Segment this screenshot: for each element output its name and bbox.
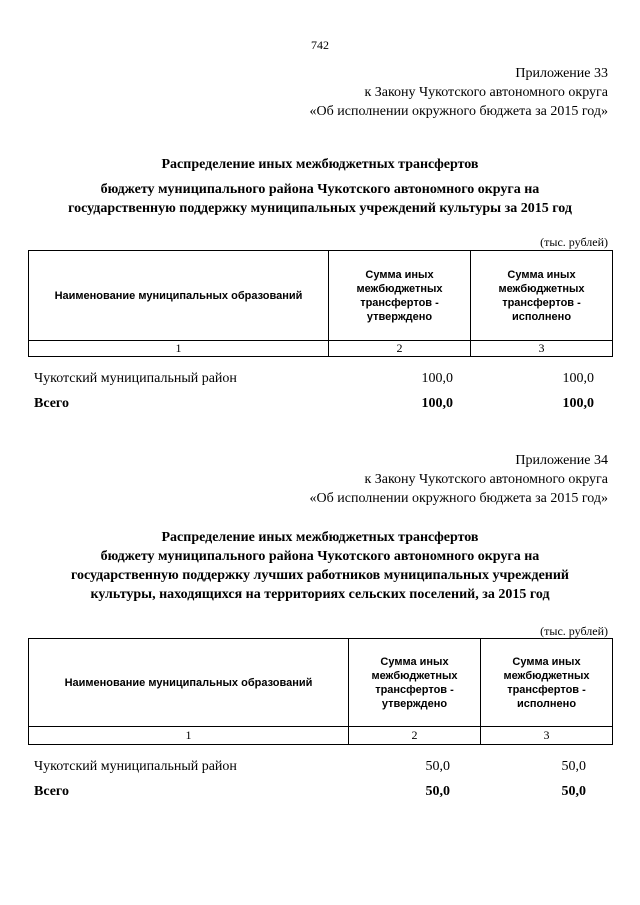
- column-header-executed-line4: исполнено: [516, 697, 577, 710]
- appendix-34-title-line2: бюджету муниципального района Чукотского автономного округа на: [100, 549, 540, 564]
- row-name: Чукотский муниципальный район: [34, 371, 237, 386]
- appendix-33-header: [310, 64, 608, 121]
- column-header-approved: [329, 251, 471, 341]
- column-header-approved-line4: утверждено: [366, 310, 433, 323]
- appendix-33-title: [0, 155, 640, 218]
- column-header-executed-line1: Сумма иных: [512, 655, 581, 668]
- appendix-34-units: (тыс. рублей): [540, 624, 608, 638]
- total-approved-value: 100,0: [421, 396, 453, 411]
- appendix-33-units: (тыс. рублей): [540, 235, 608, 249]
- appendix-33-header-row: [29, 251, 613, 341]
- table-row: [34, 371, 614, 391]
- total-executed-value: 100,0: [562, 396, 594, 411]
- total-approved-value: 50,0: [425, 784, 450, 799]
- column-header-executed-line2: межбюджетных: [498, 282, 585, 295]
- row-approved-value: 50,0: [425, 759, 450, 774]
- column-number-1: 1: [29, 341, 329, 357]
- column-header-executed-line1: Сумма иных: [507, 268, 576, 281]
- column-header-approved-line1: Сумма иных: [380, 655, 449, 668]
- total-label: Всего: [34, 784, 69, 799]
- appendix-33-law-ref: к Закону Чукотского автономного округа: [364, 85, 608, 100]
- appendix-34-title: [0, 528, 640, 604]
- total-label: Всего: [34, 396, 69, 411]
- column-header-name: Наименование муниципальных образований: [29, 251, 329, 341]
- column-number-2: 2: [329, 341, 471, 357]
- appendix-34-law-title: «Об исполнении окружного бюджета за 2015 год»: [309, 491, 608, 506]
- table-row: [34, 759, 614, 779]
- column-header-approved-line4: утверждено: [381, 697, 448, 710]
- row-executed-value: 50,0: [561, 759, 586, 774]
- row-name: Чукотский муниципальный район: [34, 759, 237, 774]
- column-number-1: 1: [29, 727, 349, 745]
- column-header-name: Наименование муниципальных образований: [29, 639, 349, 727]
- total-row: [34, 396, 614, 416]
- appendix-33-number: Приложение 33: [515, 66, 608, 81]
- total-executed-value: 50,0: [561, 784, 586, 799]
- total-row: [34, 784, 614, 804]
- appendix-34-title-line1: Распределение иных межбюджетных трансфертов: [161, 530, 479, 545]
- row-executed-value: 100,0: [562, 371, 594, 386]
- appendix-33-title-line1: Распределение иных межбюджетных трансфертов: [161, 157, 479, 172]
- column-header-executed: [471, 251, 613, 341]
- appendix-34-table: [28, 638, 613, 745]
- page-number: 742: [311, 38, 329, 52]
- appendix-33-title-line2: бюджету муниципального района Чукотского автономного округа на: [100, 182, 540, 197]
- column-number-2: 2: [349, 727, 481, 745]
- column-number-3: 3: [481, 727, 613, 745]
- column-header-approved-line3: трансфертов -: [360, 296, 439, 309]
- appendix-34-header-row: [29, 639, 613, 727]
- column-header-approved-line1: Сумма иных: [365, 268, 434, 281]
- row-approved-value: 100,0: [421, 371, 453, 386]
- column-header-approved: [349, 639, 481, 727]
- appendix-34-title-line4: культуры, находящихся на территориях сельских поселений, за 2015 год: [90, 587, 550, 602]
- appendix-33-numbering-row: [29, 341, 613, 357]
- column-header-approved-line3: трансфертов -: [375, 683, 454, 696]
- appendix-34-title-line3: государственную поддержку лучших работников муниципальных учреждений: [70, 568, 569, 583]
- column-header-approved-line2: межбюджетных: [371, 669, 458, 682]
- appendix-34-numbering-row: [29, 727, 613, 745]
- column-number-3: 3: [471, 341, 613, 357]
- column-header-executed-line3: трансфертов -: [507, 683, 586, 696]
- column-header-approved-line2: межбюджетных: [356, 282, 443, 295]
- appendix-34-law-ref: к Закону Чукотского автономного округа: [364, 472, 608, 487]
- appendix-34-number: Приложение 34: [515, 453, 608, 468]
- appendix-34-header: [310, 451, 608, 508]
- column-header-executed-line2: межбюджетных: [503, 669, 590, 682]
- column-header-executed: [481, 639, 613, 727]
- column-header-executed-line4: исполнено: [511, 310, 572, 323]
- appendix-33-title-line3: государственную поддержку муниципальных учреждений культуры за 2015 год: [68, 201, 572, 216]
- appendix-33-law-title: «Об исполнении окружного бюджета за 2015 год»: [309, 104, 608, 119]
- appendix-33-table: [28, 250, 613, 357]
- column-header-executed-line3: трансфертов -: [502, 296, 581, 309]
